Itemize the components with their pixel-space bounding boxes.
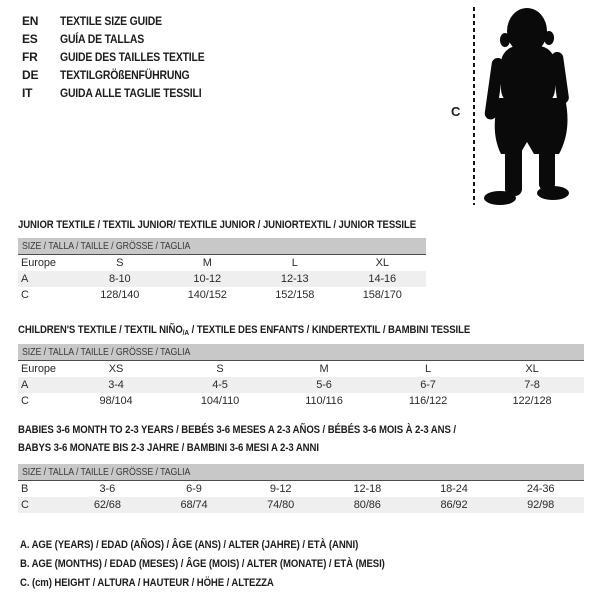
table-row-europe: [18, 255, 426, 272]
note-c: [20, 574, 439, 593]
language-code: IT: [22, 86, 33, 100]
language-title: GUÍA DE TALLAS: [60, 32, 144, 46]
children-size-table: [18, 344, 584, 409]
value-cell: 10-12: [164, 271, 252, 287]
value-cell: 6-7: [376, 377, 480, 393]
table-row-c: [18, 497, 584, 513]
language-title: GUIDE DES TAILLES TEXTILE: [60, 50, 205, 64]
language-row-fr: [22, 48, 226, 66]
language-row-es: [22, 30, 226, 48]
row-label: B: [21, 483, 29, 495]
table-row-b: [18, 481, 584, 498]
size-header-bar: [18, 238, 426, 255]
size-header-text: SIZE / TALLA / TAILLE / GRÖSSE / TAGLIA: [22, 346, 191, 358]
value-cell: 14-16: [339, 271, 427, 287]
value-cell: 74/80: [237, 497, 324, 513]
row-label: C: [21, 289, 29, 301]
children-title-pre: CHILDREN'S TEXTILE / TEXTIL NIÑO: [18, 324, 183, 336]
value-cell: 128/140: [100, 289, 140, 301]
table-row-a: [18, 377, 584, 393]
value-cell: 12-18: [353, 483, 382, 495]
value-cell: 62/68: [64, 497, 151, 513]
value-cell: 122/128: [512, 395, 552, 407]
babies-size-table: [18, 464, 584, 513]
language-code: DE: [22, 68, 39, 82]
value-cell: 3-4: [64, 377, 168, 393]
junior-section-title-text: JUNIOR TEXTILE / TEXTIL JUNIOR/ TEXTILE JUNIOR / JUNIORTEXTIL / JUNIOR TESSILE: [18, 219, 417, 231]
babies-title-line2: BABYS 3-6 MONATE BIS 2-3 JAHRE / BAMBINI 3-6 MESI A 2-3 ANNI: [18, 442, 319, 454]
language-code: FR: [22, 50, 38, 64]
table-row-c: [18, 287, 426, 303]
value-cell: 12-13: [251, 271, 339, 287]
value-cell: 140/152: [187, 289, 227, 301]
row-label: A: [18, 271, 76, 287]
baby-silhouette: [479, 4, 581, 208]
value-cell: 9-12: [269, 483, 292, 495]
value-cell: 152/158: [275, 289, 315, 301]
language-title: GUIDA ALLE TAGLIE TESSILI: [60, 86, 202, 100]
language-row-en: [22, 12, 226, 30]
value-cell: 68/74: [151, 497, 238, 513]
value-cell: 24-36: [526, 483, 555, 495]
value-cell: 116/122: [408, 395, 448, 407]
language-row-it: [22, 84, 226, 102]
note-a-text: A. AGE (YEARS) / EDAD (AÑOS) / ÂGE (ANS) / ALTER (JAHRE) / ETÀ (ANNI): [20, 539, 359, 551]
children-title-post: / TEXTILE DES ENFANTS / KINDERTEXTIL / BAMBINI TESSILE: [189, 324, 471, 336]
value-cell: S: [216, 363, 224, 375]
size-header-text: SIZE / TALLA / TAILLE / GRÖSSE / TAGLIA: [22, 240, 191, 252]
children-section-title-text: [18, 321, 470, 342]
value-cell: 6-9: [186, 483, 202, 495]
children-title-sub: /A: [182, 328, 190, 337]
row-label: C: [18, 497, 64, 513]
language-code: EN: [22, 14, 39, 28]
note-b: [20, 555, 439, 574]
value-cell: 110/116: [305, 395, 343, 407]
language-code: ES: [22, 32, 38, 46]
note-a: [20, 536, 439, 555]
value-cell: 8-10: [76, 271, 164, 287]
row-label: Europe: [21, 363, 56, 375]
value-cell: 98/104: [99, 395, 133, 407]
babies-section-title: [18, 421, 521, 457]
row-label: Europe: [21, 257, 56, 269]
value-cell: M: [202, 257, 212, 269]
height-measure-dashed-line: [473, 7, 475, 205]
value-cell: 7-8: [480, 377, 584, 393]
language-title: TEXTILGRÖßENFÜHRUNG: [60, 68, 190, 82]
note-b-text: B. AGE (MONTHS) / EDAD (MESES) / ÂGE (MOIS) / ALTER (MONATE) / ETÀ (MESI): [20, 558, 385, 570]
value-cell: XS: [108, 363, 124, 375]
language-title: TEXTILE SIZE GUIDE: [60, 14, 162, 28]
value-cell: M: [319, 363, 329, 375]
value-cell: 92/98: [497, 497, 584, 513]
value-cell: 3-6: [99, 483, 116, 495]
value-cell: XL: [525, 363, 539, 375]
row-label: C: [21, 395, 29, 407]
value-cell: XL: [375, 257, 389, 269]
row-label: A: [18, 377, 64, 393]
note-c-text: C. (cm) HEIGHT / ALTURA / HAUTEUR / HÖHE / ALTEZZA: [20, 577, 274, 589]
value-cell: 5-6: [272, 377, 376, 393]
babies-title-line1: BABIES 3-6 MONTH TO 2-3 YEARS / BEBÉS 3-6 MESES A 2-3 AÑOS / BÉBÉS 3-6 MOIS À 2-3 ANS /: [18, 424, 456, 436]
value-cell: 4-5: [168, 377, 272, 393]
table-row-a: [18, 271, 426, 287]
children-section-title: [18, 321, 538, 342]
size-header-text: SIZE / TALLA / TAILLE / GRÖSSE / TAGLIA: [22, 466, 191, 478]
baby-silhouette-shape: [484, 8, 570, 205]
legend-notes: [20, 536, 439, 593]
height-measure-label: C: [451, 104, 461, 119]
value-cell: 158/170: [362, 289, 402, 301]
junior-section-title: [18, 216, 476, 234]
table-row-europe: [18, 361, 584, 378]
table-row-c: [18, 393, 584, 409]
value-cell: L: [291, 257, 298, 269]
language-title-list: [22, 12, 226, 102]
value-cell: 104/110: [200, 395, 240, 407]
language-row-de: [22, 66, 226, 84]
value-cell: 80/86: [324, 497, 411, 513]
size-header-bar: [18, 344, 584, 361]
value-cell: L: [424, 363, 432, 375]
size-header-bar: [18, 464, 584, 481]
junior-size-table: [18, 238, 426, 303]
value-cell: 86/92: [411, 497, 498, 513]
value-cell: S: [116, 257, 124, 269]
value-cell: 18-24: [440, 483, 468, 495]
